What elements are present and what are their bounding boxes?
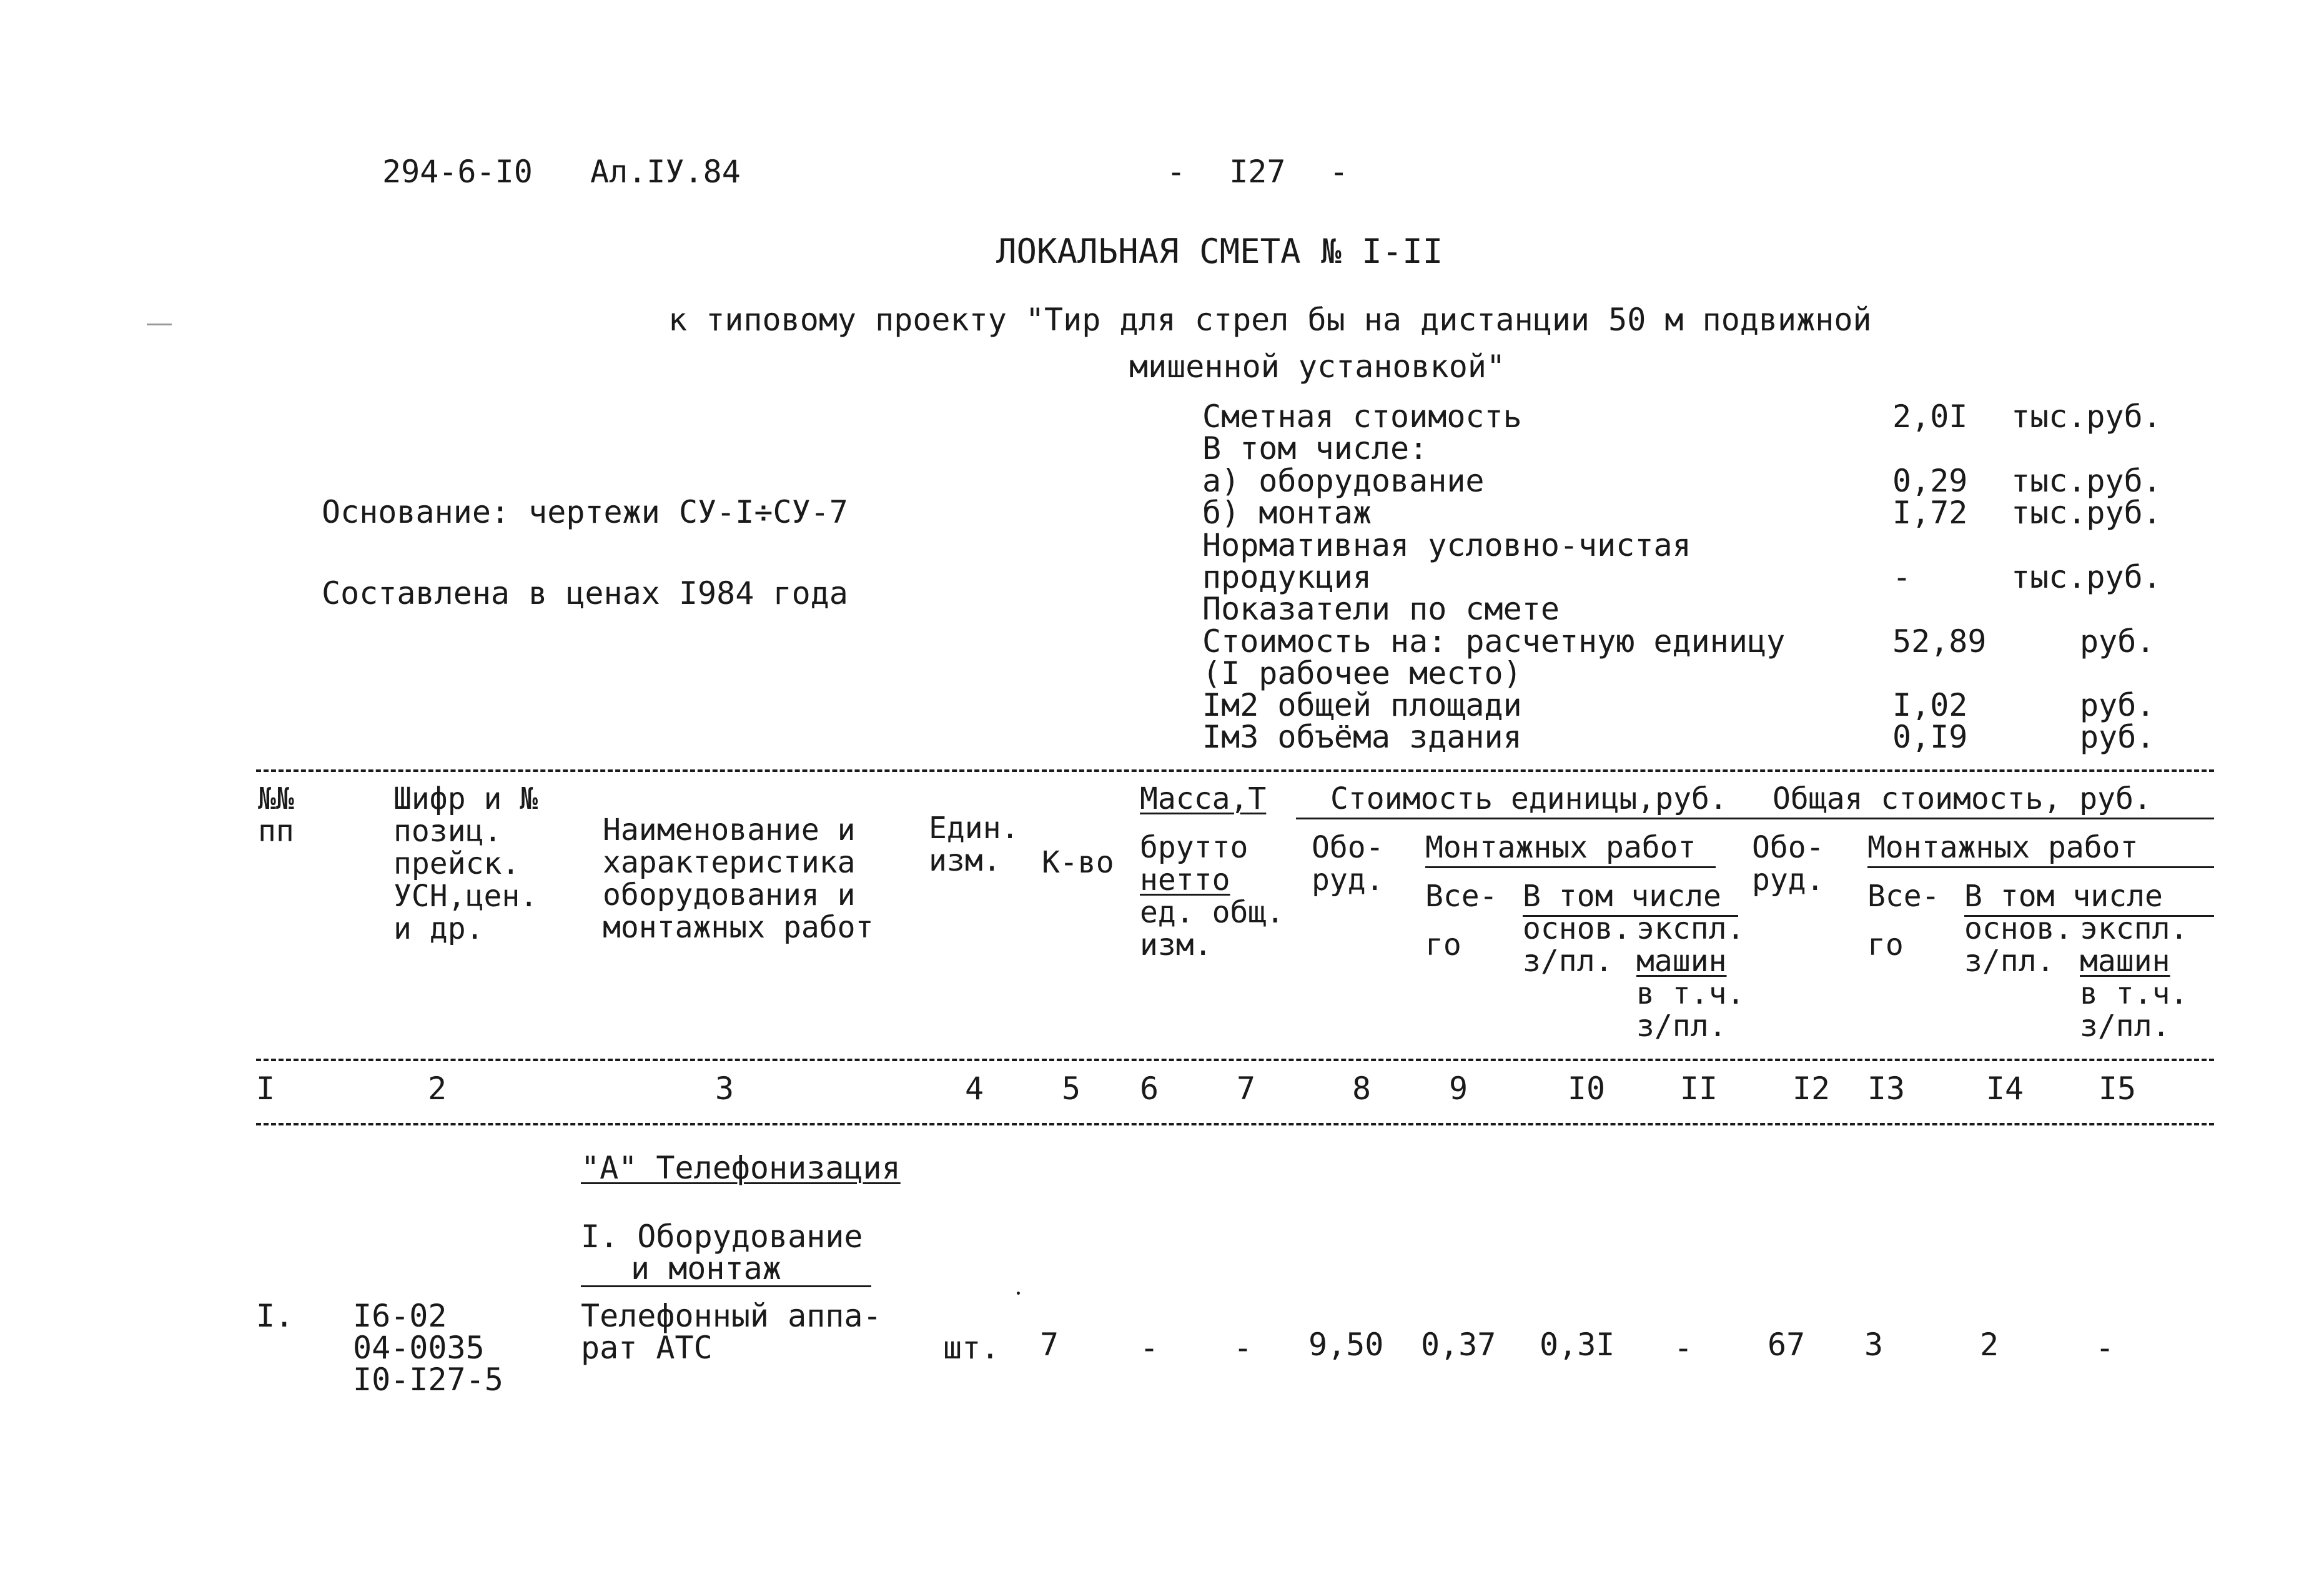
cell-total-mont-machine: -: [2095, 1330, 2115, 1366]
header-vsego-line: го: [1867, 927, 1904, 962]
basis-prices: Составлена в ценах I984 года: [322, 575, 848, 611]
header-code-line: Шифр и №: [393, 781, 538, 816]
header-osnov-line: з/пл.: [1523, 944, 1613, 979]
header-name-line: оборудования и: [603, 878, 856, 912]
summary-label: Нормативная условно-чистая: [1202, 527, 1691, 563]
cell-mass-total: -: [1234, 1330, 1253, 1366]
header-mont-title: Монтажных работ: [1867, 830, 2139, 865]
summary-value: I,72: [1892, 495, 1968, 531]
cell-mass-unit: -: [1140, 1330, 1159, 1366]
summary-label: Iм2 общей площади: [1202, 687, 1522, 723]
scan-speck: [1017, 1292, 1020, 1295]
row-code-line: I0-I27-5: [353, 1362, 503, 1398]
document-subtitle-line1: к типовому проекту "Тир для стрел бы на дистанции 50 м подвижной: [668, 302, 1872, 338]
subsection-underline: [581, 1285, 871, 1287]
column-number: I4: [1985, 1070, 2024, 1107]
header-unit-line: Един.: [929, 811, 1019, 846]
header-qty: К-во: [1042, 845, 1114, 880]
header-name-line: монтажных работ: [603, 910, 874, 945]
summary-value: 2,0I: [1892, 398, 1968, 435]
summary-label: Сметная стоимость: [1202, 398, 1522, 435]
album-code: Ал.IУ.84: [590, 154, 741, 190]
summary-value: -: [1892, 559, 1912, 595]
column-number: I: [255, 1070, 275, 1107]
column-number: I0: [1567, 1070, 1606, 1107]
column-number: I2: [1792, 1070, 1831, 1107]
header-equip-line: Обо-: [1752, 830, 1824, 865]
column-number: I3: [1867, 1070, 1906, 1107]
cell-unit-mont-wage: 0,3I: [1540, 1327, 1615, 1363]
header-code-line: и др.: [393, 911, 484, 946]
header-mass-line: изм.: [1140, 927, 1212, 962]
header-osnov-line: основ.: [1523, 911, 1631, 946]
row-code-line: I6-02: [353, 1298, 447, 1334]
header-total-cost-title: Общая стоимость, руб.: [1773, 781, 2152, 816]
header-exp-line: в т.ч.: [1636, 976, 1745, 1011]
header-unit-cost-title: Стоимость единицы,руб.: [1330, 781, 1728, 816]
summary-label: Стоимость на: расчетную единицу: [1202, 623, 1786, 660]
cell-total-equip: 67: [1768, 1327, 1806, 1363]
summary-label: В том числе:: [1202, 430, 1428, 467]
header-mass-line: нетто: [1140, 863, 1230, 897]
header-code-line: прейск.: [393, 846, 520, 881]
header-exp-line: машин: [2080, 944, 2170, 979]
row-name-line: Телефонный аппа-: [581, 1298, 882, 1334]
scan-mark: [147, 324, 172, 325]
summary-value: 0,29: [1892, 463, 1968, 499]
subsection-title-line: и монтаж: [631, 1250, 781, 1287]
subsection-title-line: I. Оборудование: [581, 1219, 863, 1255]
summary-unit: тыс.руб.: [2011, 559, 2162, 595]
column-number: 9: [1448, 1070, 1468, 1107]
header-vsego-line: Все-: [1867, 879, 1940, 914]
row-name-line: рат АТС: [581, 1330, 713, 1366]
summary-label: (I рабочее место): [1202, 655, 1522, 691]
column-number: 5: [1061, 1070, 1081, 1107]
header-rule: [1296, 818, 2214, 819]
cell-unit: шт.: [943, 1330, 1000, 1366]
header-code-line: УСН,цен.: [393, 879, 538, 914]
column-number: 3: [715, 1070, 734, 1107]
header-mass-line: ед. общ.: [1140, 895, 1285, 930]
summary-unit: руб.: [2080, 623, 2155, 660]
header-name-line: Наименование и: [603, 813, 856, 848]
doc-code: 294-6-I0: [382, 154, 533, 190]
summary-unit: тыс.руб.: [2011, 398, 2162, 435]
summary-unit: руб.: [2080, 687, 2155, 723]
row-code-line: 04-0035: [353, 1330, 485, 1366]
document-subtitle-line2: мишенной установкой": [1129, 349, 1506, 385]
cell-total-mont-wage: 2: [1980, 1327, 1999, 1363]
column-number: 6: [1139, 1070, 1159, 1107]
header-rule: [1425, 866, 1716, 868]
header-incl-title: В том числе: [1964, 879, 2163, 914]
header-exp-line: экспл.: [1636, 911, 1745, 946]
cell-total-mont: 3: [1864, 1327, 1884, 1363]
column-number: II: [1679, 1070, 1718, 1107]
column-number: I5: [2098, 1070, 2137, 1107]
header-mass-title: Масса,Т: [1140, 781, 1267, 816]
summary-label: Iм3 объёма здания: [1202, 719, 1522, 755]
summary-label: продукция: [1202, 559, 1372, 595]
cell-unit-mont-machine: -: [1674, 1330, 1693, 1366]
header-equip-line: руд.: [1312, 863, 1384, 897]
header-exp-line: машин: [1636, 944, 1727, 979]
header-mont-title: Монтажных работ: [1425, 830, 1696, 865]
section-title: "А" Телефонизация: [581, 1150, 901, 1186]
header-osnov-line: основ.: [1964, 911, 2073, 946]
summary-value: 0,I9: [1892, 719, 1968, 755]
cell-unit-equip: 9,50: [1308, 1327, 1384, 1363]
table-header-bottom-rule: [256, 1059, 2214, 1061]
column-number: 4: [964, 1070, 984, 1107]
summary-unit: тыс.руб.: [2011, 495, 2162, 531]
document-title: ЛОКАЛЬНАЯ СМЕТА № I-II: [996, 232, 1443, 271]
header-exp-line: в т.ч.: [2080, 976, 2188, 1011]
header-equip-line: руд.: [1752, 863, 1824, 897]
header-mass-line: брутто: [1140, 830, 1249, 865]
header-osnov-line: з/пл.: [1964, 944, 2055, 979]
summary-label: Показатели по смете: [1202, 591, 1560, 627]
column-number: 2: [427, 1070, 447, 1107]
table-top-rule: [256, 769, 2214, 772]
header-num-line: пп: [258, 814, 294, 849]
summary-unit: тыс.руб.: [2011, 463, 2162, 499]
basis-drawings: Основание: чертежи СУ-I÷СУ-7: [322, 494, 848, 530]
column-number: 7: [1236, 1070, 1256, 1107]
header-exp-line: з/пл.: [1636, 1009, 1727, 1044]
header-exp-line: экспл.: [2080, 911, 2188, 946]
summary-value: I,02: [1892, 687, 1968, 723]
header-exp-line: з/пл.: [2080, 1009, 2170, 1044]
header-name-line: характеристика: [603, 845, 856, 880]
cell-unit-mont-total: 0,37: [1421, 1327, 1496, 1363]
summary-label: а) оборудование: [1202, 463, 1485, 499]
summary-label: б) монтаж: [1202, 495, 1372, 531]
column-number: 8: [1352, 1070, 1372, 1107]
header-unit-line: изм.: [929, 843, 1001, 878]
column-numbers-bottom-rule: [256, 1123, 2214, 1125]
header-rule: [1867, 866, 2214, 868]
summary-value: 52,89: [1892, 623, 1987, 660]
header-num-line: №№: [258, 781, 294, 816]
summary-unit: руб.: [2080, 719, 2155, 755]
page-number: - I27 -: [1167, 154, 1348, 190]
header-vsego-line: го: [1425, 927, 1461, 962]
header-equip-line: Обо-: [1312, 830, 1384, 865]
cell-qty: 7: [1040, 1327, 1059, 1363]
row-number: I.: [256, 1298, 294, 1334]
header-code-line: позиц.: [393, 814, 502, 849]
header-incl-title: В том числе: [1523, 879, 1721, 914]
header-vsego-line: Все-: [1425, 879, 1498, 914]
